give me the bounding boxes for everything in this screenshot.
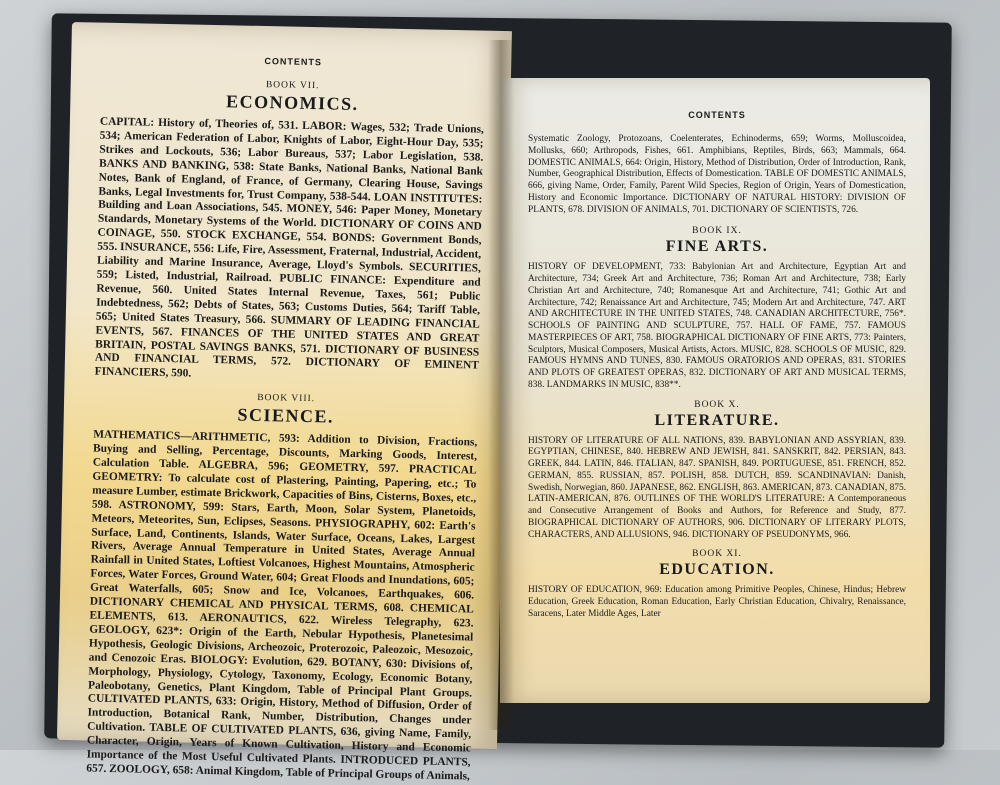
section-science [86, 390, 478, 785]
section-text: HISTORY OF EDUCATION, 969: Education among Primitive Peoples, Chinese, Hindus; Hebrew Education, Greek Education, Roman Education, Early Christian Education, Chivalry, Renaissance, Saracens, Later Middle Ages, Later [528, 585, 906, 619]
section-literature [528, 400, 906, 542]
book-label: BOOK VII. [265, 80, 320, 92]
section-title: LITERATURE. [654, 411, 780, 429]
running-head: CONTENTS [264, 56, 323, 68]
section-title: FINE ARTS. [665, 238, 769, 256]
left-page [57, 22, 512, 783]
book-label: BOOK IX. [692, 226, 742, 237]
book-label: BOOK VIII. [257, 393, 316, 405]
continued-text: Systematic Zoology, Protozoans, Coelenterates, Echinoderms, 659; Worms, Molluscoidea, Mollusks, 660; Arthropods, Fishes, 661. Amphibians, Reptiles, Birds, 663; Mammals, 664. DOMESTIC ANIMALS, 664: Origin, History, Method of Distribution, Order of Introduction, Rank, Number, Geographical Distribution, Effects of Domestication. TABLE OF DOMESTIC ANIMALS, 666, giving Name, Order, Family, Parent Wild Species, Region of Origin, Years of Domestication, History and Economic Importance. DICTIONARY OF NATURAL HISTORY: DIVISION OF PLANTS, 678. DIVISION OF ANIMALS, 701. DICTIONARY OF SCIENTISTS, 726. [528, 134, 906, 215]
section-education [528, 549, 906, 620]
section-title: ECONOMICS. [225, 91, 359, 115]
section-text: HISTORY OF DEVELOPMENT, 733: Babylonian Art and Architecture, Egyptian Art and Architecture, 734; Greek Art and Architecture, 736; Roman Art and Architecture, 738; Early Christian Art and Architecture, 740; Romanesque Art and Architecture, 741; Gothic Art and Architecture, 742; Renaissance Art and Architecture, 745; Modern Art and Architecture, 747. ART AND ARCHITECTURE IN THE UNITED STATES, 748. CANADIAN ARCHITECTURE, 756*. SCHOOLS OF PAINTING AND SCULPTURE, 757. HALL OF FAME, 757. FAMOUS MASTERPIECES OF ART, 758. BIOGRAPHICAL DICTIONARY OF FINE ARTS, 773: Painters, Sculptors, Musical Composers, Musical Artists, Actors. MUSIC, 828. SCHOOLS OF MUSIC, 829. FAMOUS HYMNS AND TUNES, 830. FAMOUS ORATORIOS AND OPERAS, 831. STORIES AND PLOTS OF GREATEST OPERAS, 832. DICTIONARY OF ART AND MUSICAL TERMS, 838. LANDMARKS IN MUSIC, 838**. [528, 262, 906, 390]
section-title: EDUCATION. [659, 561, 775, 579]
book-label: BOOK XI. [692, 549, 742, 560]
section-fine-arts [528, 226, 906, 391]
right-page [500, 78, 930, 703]
section-text: MATHEMATICS—ARITHMETIC, 593: Addition to Division, Fractions, Buying and Selling, Percentage, Discounts, Marking Goods, Interest, Calculation Table. ALGEBRA, 596; GEOMETRY, 597. PRACTICAL GEOMETRY: To calculate cost of Plastering, Painting, Papering, etc.; To measure Lumber, estimate Brickwork, Capacities of Bins, Cisterns, Boxes, etc., 598. ASTRONOMY, 599: Stars, Earth, Moon, Solar System, Planetoids, Meteors, Meteorites, Sun, Eclipses, Seasons. PHYSIOGRAPHY, 602: Earth's Surface, Land, Continents, Islands, Water Surface, Oceans, Lakes, Largest Rivers, Average Annual Temperature in United States, Average Annual Rainfall in United States, Loftiest Volcanoes, Highest Mountains, Atmospheric Forces, Water Forces, Ground Water, 604; Great Floods and Inundations, 605; Great Waterfalls, 605; Snow and Ice, Volcanoes, Earthquakes, 606. DICTIONARY CHEMICAL AND PHYSICAL TERMS, 608. CHEMICAL ELEMENTS, 613. AERONAUTICS, 622. Wireless Telegraphy, 623. GEOLOGY, 623*: Origin of the Earth, Nebular Hypothesis, Planetesimal Hypothesis, Geologic Divisions, Archeozoic, Proterozoic, Paleozoic, Mesozoic, and Cenozoic Eras. BIOLOGY: Evolution, 629. BOTANY, 630: Divisions of, Morphology, Physiology, Cytology, Taxonomy, Ecology, Economic Botany, Paleobotany, Genetics, Plant Kingdom, Table of Principal Plant Groups. CULTIVATED PLANTS, 633: Origin, History, Method of Diffusion, Order of Introduction, Botanical Rank, Number, Distribution, Changes under Cultivation. TABLE OF CULTIVATED PLANTS, 636, giving Name, Family, Character, Origin, Years of Known Cultivation, History and Economic Importance of the Most Useful Cultivated Plants. INTRODUCED PLANTS, 657. ZOOLOGY, 658: Animal Kingdom, Table of Principal Groups of Animals, [86, 428, 478, 783]
book-label: BOOK X. [694, 399, 740, 410]
section-text: HISTORY OF LITERATURE OF ALL NATIONS, 839. BABYLONIAN AND ASSYRIAN, 839. EGYPTIAN, CHINESE, 840. HEBREW AND JEWISH, 841. SANSKRIT, 842. PERSIAN, 843. GREEK, 844. LATIN, 846. ITALIAN, 847. SPANISH, 849. PORTUGUESE, 851. FRENCH, 852. GERMAN, 855. RUSSIAN, 857. POLISH, 858. DUTCH, 859. SCANDINAVIAN: Danish, Swedish, Norwegian, 860. JAPANESE, 862. ENGLISH, 863. AMERICAN, 873. CANADIAN, 875. LATIN-AMERICAN, 876. OUTLINES OF THE WORLD'S LITERATURE: A Contemporaneous and Consecutive Arrangement of Books and Authors, for Reference and Study, 877. BIOGRAPHICAL DICTIONARY OF AUTHORS, 906. DICTIONARY OF LITERARY PLOTS, CHARACTERS, AND ALLUSIONS, 946. DICTIONARY OF PSEUDONYMS, 966. [528, 435, 906, 540]
running-head: CONTENTS [688, 110, 746, 120]
section-economics [95, 77, 485, 388]
section-text: CAPITAL: History of, Theories of, 531. LABOR: Wages, 532; Trade Unions, 534; American Federation of Labor, Knights of Labor, Eight-Hour Day, 535; Strikes and Lockouts, 536; Labor Bureaus, 537; Labor Legislation, 538. BANKS AND BANKING, 538: State Banks, National Banks, National Bank Notes, Bank of England, of France, of Germany, Clearing House, Savings Banks, Legal Investments for, Trust Company, 538-544. LOAN INSTITUTES: Building and Loan Associations, 545. MONEY, 546: Paper Money, Monetary Standards, Monetary Systems of the World. DICTIONARY OF COINS AND COINAGE, 550. STOCK EXCHANGE, 554. BONDS: Government Bonds, 555. INSURANCE, 556: Life, Fire, Assessment, Fraternal, Industrial, Accident, Liability and Marine Insurance, Average, Lloyd's Symbols. SECURITIES, 559; Listed, Industrial, Railroad. PUBLIC FINANCE: Expenditure and Revenue, 560. United States Internal Revenue, Taxes, 561; Public Indebtedness, 562; Debts of States, 563; Customs Duties, 564; Tariff Table, 565; United States Treasury, 566. SUMMARY OF LEADING FINANCIAL EVENTS, 567. FINANCES OF THE UNITED STATES AND GREAT BRITAIN, POSTAL SAVINGS BANKS, 571. DICTIONARY OF BUSINESS AND FINANCIAL TERMS, 572. DICTIONARY OF EMINENT FINANCIERS, 590. [94, 115, 484, 380]
section-title: SCIENCE. [237, 404, 335, 427]
